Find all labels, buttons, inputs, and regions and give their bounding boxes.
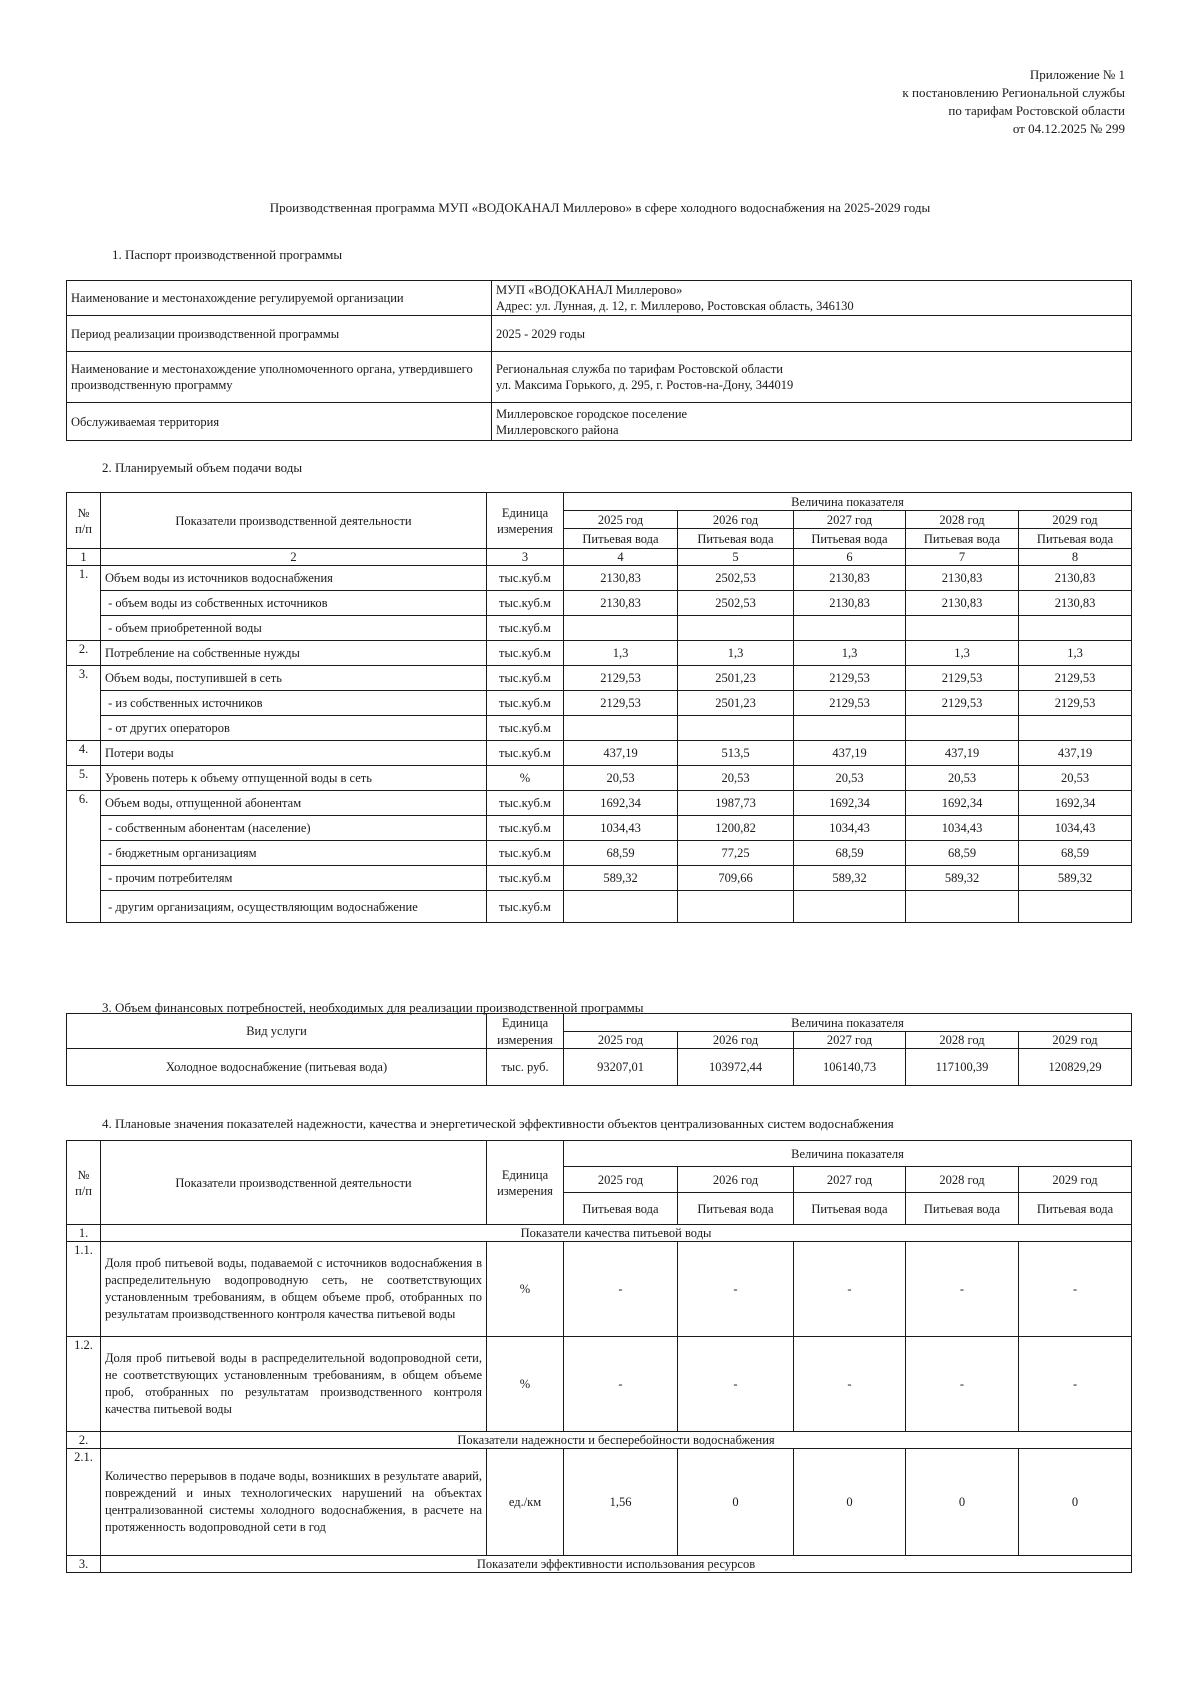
- value-cell: 120829,29: [1019, 1049, 1132, 1086]
- value-cell: [1019, 616, 1132, 641]
- header-year: 2027 год: [794, 1167, 906, 1193]
- header-year: 2028 год: [906, 1167, 1019, 1193]
- header-year: 2025 год: [564, 1167, 678, 1193]
- appendix-line: от 04.12.2025 № 299: [1012, 121, 1125, 136]
- unit-cell: ед./км: [487, 1449, 564, 1556]
- indicator-label: Объем воды из источников водоснабжения: [101, 566, 487, 591]
- unit-cell: тыс.куб.м: [487, 591, 564, 616]
- unit-cell: тыс.куб.м: [487, 616, 564, 641]
- table-row: [67, 766, 1132, 791]
- column-number: 2: [101, 549, 487, 566]
- value-cell: 2130,83: [564, 566, 678, 591]
- appendix-line: к постановлению Региональной службы: [902, 85, 1125, 100]
- column-number: 8: [1019, 549, 1132, 566]
- header-unit-top: Единица: [487, 1014, 564, 1032]
- value-cell: 68,59: [1019, 841, 1132, 866]
- passport-value-line: ул. Максима Горького, д. 295, г. Ростов-на-Дону, 344019: [496, 378, 794, 392]
- table-row: [67, 891, 1132, 923]
- table-row: [67, 791, 1132, 816]
- financial-row: [67, 1049, 1132, 1086]
- group-label: Показатели эффективности использования ресурсов: [101, 1556, 1132, 1573]
- value-cell: 1034,43: [564, 816, 678, 841]
- value-cell: 1,3: [678, 641, 794, 666]
- header-year: 2027 год: [794, 511, 906, 529]
- value-cell: 0: [906, 1449, 1019, 1556]
- header-sub: Питьевая вода: [906, 1193, 1019, 1225]
- indicator-label: Объем воды, отпущенной абонентам: [101, 791, 487, 816]
- value-cell: 0: [1019, 1449, 1132, 1556]
- row-number: 1.: [67, 566, 101, 641]
- header-sub: Питьевая вода: [906, 529, 1019, 549]
- value-cell: 1692,34: [1019, 791, 1132, 816]
- table-row: [67, 666, 1132, 691]
- section1-title: 1. Паспорт производственной программы: [112, 247, 343, 262]
- value-cell: 1,56: [564, 1449, 678, 1556]
- value-cell: 1,3: [564, 641, 678, 666]
- row-number: 1.2.: [67, 1337, 101, 1432]
- value-cell: 2130,83: [564, 591, 678, 616]
- row-number: 1.1.: [67, 1242, 101, 1337]
- indicator-label: Доля проб питьевой воды, подаваемой с источников водоснабжения в распределительную водопроводную сеть, не соответствующих установленным требованиям, в общем объеме проб, отобранных по результатам производственного контроля качества питьевой воды: [101, 1242, 487, 1337]
- header-row: [67, 1141, 1132, 1167]
- value-cell: 20,53: [906, 766, 1019, 791]
- passport-row: [67, 403, 1132, 441]
- table-row: [67, 1449, 1132, 1556]
- value-cell: -: [678, 1242, 794, 1337]
- passport-table: [66, 280, 1132, 441]
- unit-cell: тыс.куб.м: [487, 841, 564, 866]
- passport-value: [492, 352, 1132, 403]
- unit-cell: тыс.куб.м: [487, 866, 564, 891]
- passport-value-line: Миллеровское городское поселение: [496, 406, 688, 421]
- passport-row: [67, 281, 1132, 316]
- header-sub: Питьевая вода: [564, 1193, 678, 1225]
- indicator-label: - объем воды из собственных источников: [101, 591, 487, 616]
- value-cell: [906, 891, 1019, 923]
- value-cell: [564, 716, 678, 741]
- value-cell: -: [1019, 1242, 1132, 1337]
- value-cell: 1034,43: [906, 816, 1019, 841]
- appendix-block: [902, 66, 1125, 138]
- program-title: Производственная программа МУП «ВОДОКАНАЛ Миллерово» в сфере холодного водоснабжения на 2025-2029 годы: [269, 200, 931, 215]
- unit-cell: тыс. руб.: [487, 1049, 564, 1086]
- value-cell: 437,19: [1019, 741, 1132, 766]
- value-cell: [794, 616, 906, 641]
- section3-title: 3. Объем финансовых потребностей, необходимых для реализации производственной программы: [102, 1000, 644, 1015]
- value-cell: 20,53: [794, 766, 906, 791]
- value-cell: 20,53: [1019, 766, 1132, 791]
- header-year: 2028 год: [906, 1032, 1019, 1049]
- header-value: Величина показателя: [564, 1141, 1132, 1167]
- header-year: 2025 год: [564, 511, 678, 529]
- value-cell: 0: [678, 1449, 794, 1556]
- column-number: 3: [487, 549, 564, 566]
- unit-cell: тыс.куб.м: [487, 691, 564, 716]
- header-year: 2027 год: [794, 1032, 906, 1049]
- passport-row: [67, 352, 1132, 403]
- value-cell: 0: [794, 1449, 906, 1556]
- value-cell: 68,59: [794, 841, 906, 866]
- unit-cell: тыс.куб.м: [487, 641, 564, 666]
- appendix-line: Приложение № 1: [1029, 67, 1125, 82]
- value-cell: 1200,82: [678, 816, 794, 841]
- column-number: 1: [67, 549, 101, 566]
- header-unit: Единица измерения: [487, 493, 564, 549]
- header-num: № п/п: [67, 493, 101, 549]
- service-name: Холодное водоснабжение (питьевая вода): [67, 1049, 487, 1086]
- value-cell: [678, 716, 794, 741]
- indicator-label: Потребление на собственные нужды: [101, 641, 487, 666]
- value-cell: 2129,53: [564, 666, 678, 691]
- header-sub: Питьевая вода: [1019, 1193, 1132, 1225]
- header-year: 2026 год: [678, 511, 794, 529]
- value-cell: 589,32: [1019, 866, 1132, 891]
- value-cell: [678, 891, 794, 923]
- value-cell: 437,19: [906, 741, 1019, 766]
- value-cell: 1692,34: [906, 791, 1019, 816]
- value-cell: 437,19: [564, 741, 678, 766]
- indicator-label: Доля проб питьевой воды в распределительной водопроводной сети, не соответствующих установленным требованиям, в общем объеме проб, отобранных по результатам производственного контроля качества питьевой воды: [101, 1337, 487, 1432]
- indicator-label: Потери воды: [101, 741, 487, 766]
- column-number: 6: [794, 549, 906, 566]
- passport-label: Период реализации производственной программы: [67, 316, 492, 352]
- header-sub: Питьевая вода: [564, 529, 678, 549]
- value-cell: 2129,53: [794, 691, 906, 716]
- group-label: Показатели качества питьевой воды: [101, 1225, 1132, 1242]
- unit-cell: тыс.куб.м: [487, 891, 564, 923]
- header-row: [67, 493, 1132, 511]
- row-number: 2.1.: [67, 1449, 101, 1556]
- table-row: [67, 591, 1132, 616]
- row-number: 2.: [67, 641, 101, 666]
- group-row: [67, 1432, 1132, 1449]
- value-cell: 20,53: [678, 766, 794, 791]
- value-cell: [794, 716, 906, 741]
- table-row: [67, 616, 1132, 641]
- unit-cell: %: [487, 1337, 564, 1432]
- value-cell: 2129,53: [564, 691, 678, 716]
- table-row: [67, 841, 1132, 866]
- value-cell: 1034,43: [1019, 816, 1132, 841]
- indicator-label: - из собственных источников: [101, 691, 487, 716]
- table-row: [67, 641, 1132, 666]
- passport-label: Обслуживаемая территория: [67, 403, 492, 441]
- value-cell: 103972,44: [678, 1049, 794, 1086]
- value-cell: -: [678, 1337, 794, 1432]
- value-cell: -: [794, 1242, 906, 1337]
- value-cell: 77,25: [678, 841, 794, 866]
- group-row: [67, 1225, 1132, 1242]
- value-cell: 513,5: [678, 741, 794, 766]
- value-cell: 2502,53: [678, 591, 794, 616]
- passport-value-line: Адрес: ул. Лунная, д. 12, г. Миллерово, Ростовская область, 346130: [496, 299, 854, 313]
- indicator-label: - от других операторов: [101, 716, 487, 741]
- value-cell: 1,3: [794, 641, 906, 666]
- financial-table: [66, 1013, 1132, 1086]
- value-cell: 2502,53: [678, 566, 794, 591]
- value-cell: 2129,53: [1019, 691, 1132, 716]
- value-cell: -: [564, 1242, 678, 1337]
- header-value: Величина показателя: [564, 493, 1132, 511]
- passport-value: [492, 403, 1132, 441]
- column-number-row: [67, 549, 1132, 566]
- header-unit: Единица измерения: [487, 1141, 564, 1225]
- appendix-line: по тарифам Ростовской области: [948, 103, 1125, 118]
- value-cell: 20,53: [564, 766, 678, 791]
- unit-cell: тыс.куб.м: [487, 816, 564, 841]
- value-cell: -: [906, 1242, 1019, 1337]
- passport-value-line: Региональная служба по тарифам Ростовской области: [496, 362, 783, 376]
- value-cell: 2130,83: [1019, 591, 1132, 616]
- reliability-table: [66, 1140, 1132, 1573]
- table-row: [67, 816, 1132, 841]
- value-cell: [564, 616, 678, 641]
- value-cell: 1,3: [1019, 641, 1132, 666]
- value-cell: 1987,73: [678, 791, 794, 816]
- value-cell: -: [906, 1337, 1019, 1432]
- table-row: [67, 1337, 1132, 1432]
- header-value: Величина показателя: [564, 1014, 1132, 1032]
- value-cell: 1692,34: [564, 791, 678, 816]
- value-cell: 1692,34: [794, 791, 906, 816]
- row-number: 5.: [67, 766, 101, 791]
- value-cell: 2129,53: [1019, 666, 1132, 691]
- value-cell: 68,59: [906, 841, 1019, 866]
- table-row: [67, 566, 1132, 591]
- header-sub: Питьевая вода: [1019, 529, 1132, 549]
- value-cell: 709,66: [678, 866, 794, 891]
- value-cell: 2129,53: [794, 666, 906, 691]
- value-cell: 2130,83: [1019, 566, 1132, 591]
- indicator-label: Уровень потерь к объему отпущенной воды в сеть: [101, 766, 487, 791]
- group-label: Показатели надежности и бесперебойности водоснабжения: [101, 1432, 1132, 1449]
- header-indicator: Показатели производственной деятельности: [101, 493, 487, 549]
- row-number: 3.: [67, 1556, 101, 1573]
- row-number: 4.: [67, 741, 101, 766]
- indicator-label: - объем приобретенной воды: [101, 616, 487, 641]
- value-cell: 437,19: [794, 741, 906, 766]
- value-cell: 2501,23: [678, 691, 794, 716]
- indicator-label: - другим организациям, осуществляющим водоснабжение: [101, 891, 487, 923]
- passport-value-line: МУП «ВОДОКАНАЛ Миллерово»: [496, 283, 683, 297]
- value-cell: 106140,73: [794, 1049, 906, 1086]
- value-cell: [906, 616, 1019, 641]
- header-sub: Питьевая вода: [794, 529, 906, 549]
- row-number: 1.: [67, 1225, 101, 1242]
- row-number: 6.: [67, 791, 101, 923]
- passport-row: [67, 316, 1132, 352]
- unit-cell: тыс.куб.м: [487, 741, 564, 766]
- value-cell: [564, 891, 678, 923]
- passport-value: [492, 281, 1132, 316]
- header-year: 2029 год: [1019, 1167, 1132, 1193]
- value-cell: -: [564, 1337, 678, 1432]
- header-row: [67, 1014, 1132, 1032]
- table-row: [67, 1242, 1132, 1337]
- passport-value-line: 2025 - 2029 годы: [496, 326, 586, 341]
- value-cell: [1019, 716, 1132, 741]
- column-number: 7: [906, 549, 1019, 566]
- passport-value-line: Миллеровского района: [496, 422, 619, 437]
- value-cell: 589,32: [564, 866, 678, 891]
- value-cell: 589,32: [906, 866, 1019, 891]
- value-cell: 2130,83: [794, 566, 906, 591]
- section4-title: 4. Плановые значения показателей надежности, качества и энергетической эффективности объектов централизованных систем водоснабжения: [102, 1116, 894, 1131]
- header-year: 2025 год: [564, 1032, 678, 1049]
- value-cell: 2129,53: [906, 691, 1019, 716]
- column-number: 5: [678, 549, 794, 566]
- passport-label: Наименование и местонахождение уполномоченного органа, утвердившего производственную программу: [67, 352, 492, 403]
- header-sub: Питьевая вода: [794, 1193, 906, 1225]
- passport-value: [492, 316, 1132, 352]
- value-cell: [794, 891, 906, 923]
- header-unit-bottom: измерения: [487, 1032, 564, 1049]
- value-cell: [678, 616, 794, 641]
- value-cell: -: [1019, 1337, 1132, 1432]
- unit-cell: тыс.куб.м: [487, 566, 564, 591]
- value-cell: 93207,01: [564, 1049, 678, 1086]
- header-year: 2026 год: [678, 1167, 794, 1193]
- value-cell: [906, 716, 1019, 741]
- indicator-label: - собственным абонентам (население): [101, 816, 487, 841]
- value-cell: 68,59: [564, 841, 678, 866]
- header-year: 2029 год: [1019, 1032, 1132, 1049]
- column-number: 4: [564, 549, 678, 566]
- value-cell: 2130,83: [906, 566, 1019, 591]
- header-sub: Питьевая вода: [678, 1193, 794, 1225]
- table-row: [67, 716, 1132, 741]
- value-cell: 2501,23: [678, 666, 794, 691]
- table-row: [67, 741, 1132, 766]
- header-service: Вид услуги: [67, 1014, 487, 1049]
- section2-title: 2. Планируемый объем подачи воды: [102, 460, 303, 475]
- header-year: 2029 год: [1019, 511, 1132, 529]
- value-cell: -: [794, 1337, 906, 1432]
- group-row: [67, 1556, 1132, 1573]
- value-cell: 117100,39: [906, 1049, 1019, 1086]
- indicator-label: - бюджетным организациям: [101, 841, 487, 866]
- unit-cell: %: [487, 766, 564, 791]
- table-row: [67, 691, 1132, 716]
- value-cell: 2130,83: [906, 591, 1019, 616]
- value-cell: [1019, 891, 1132, 923]
- indicator-label: Объем воды, поступившей в сеть: [101, 666, 487, 691]
- row-number: 2.: [67, 1432, 101, 1449]
- value-cell: 1,3: [906, 641, 1019, 666]
- row-number: 3.: [67, 666, 101, 741]
- indicator-label: - прочим потребителям: [101, 866, 487, 891]
- unit-cell: тыс.куб.м: [487, 666, 564, 691]
- header-num: № п/п: [67, 1141, 101, 1225]
- unit-cell: %: [487, 1242, 564, 1337]
- value-cell: 589,32: [794, 866, 906, 891]
- indicator-label: Количество перерывов в подаче воды, возникших в результате аварий, повреждений и иных технологических нарушений на объектах централизованной системы холодного водоснабжения, в расчете на протяженность водопроводной сети в год: [101, 1449, 487, 1556]
- value-cell: 1034,43: [794, 816, 906, 841]
- water-volume-table: [66, 492, 1132, 923]
- header-sub: Питьевая вода: [678, 529, 794, 549]
- header-year: 2028 год: [906, 511, 1019, 529]
- table-row: [67, 866, 1132, 891]
- unit-cell: тыс.куб.м: [487, 716, 564, 741]
- value-cell: 2129,53: [906, 666, 1019, 691]
- value-cell: 2130,83: [794, 591, 906, 616]
- header-year: 2026 год: [678, 1032, 794, 1049]
- passport-label: Наименование и местонахождение регулируемой организации: [67, 281, 492, 316]
- header-indicator: Показатели производственной деятельности: [101, 1141, 487, 1225]
- unit-cell: тыс.куб.м: [487, 791, 564, 816]
